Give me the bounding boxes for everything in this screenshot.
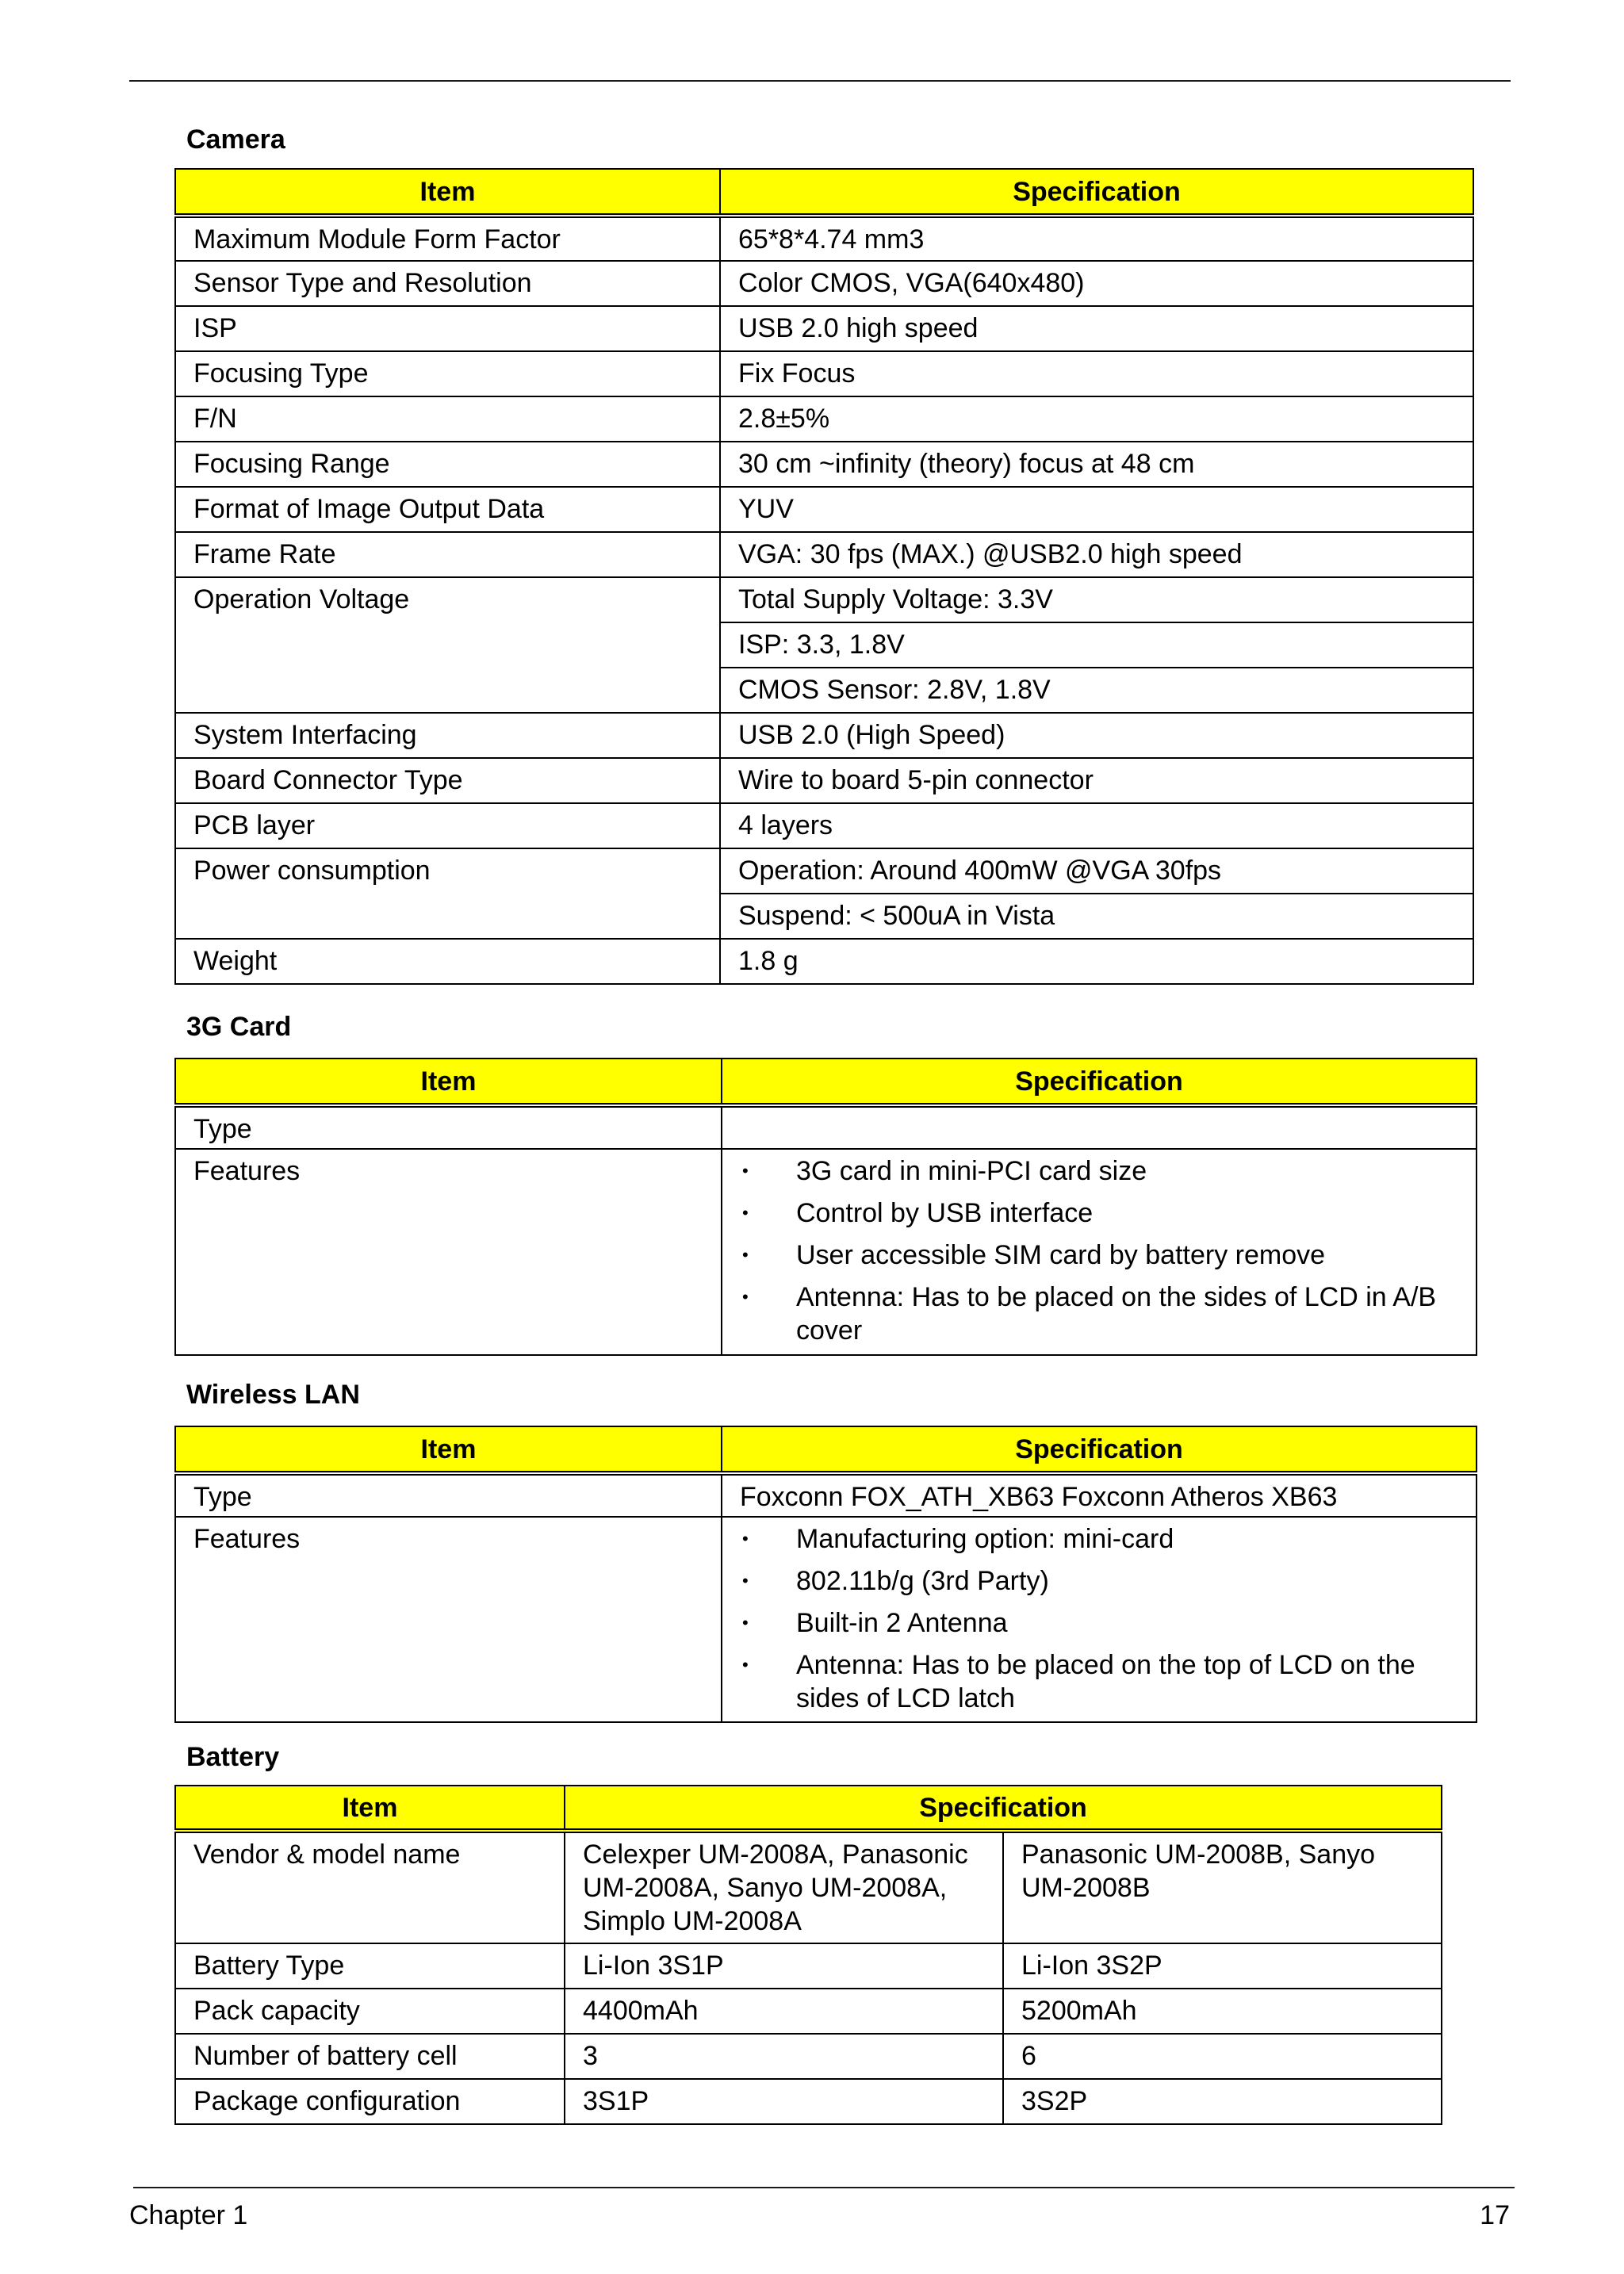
value-cell: 3S2P (1003, 2079, 1442, 2124)
spec-cell: 4 layers (720, 803, 1473, 848)
header-item: Item (175, 1426, 722, 1473)
item-cell: Number of battery cell (175, 2034, 565, 2079)
spec-cell: Fix Focus (720, 351, 1473, 396)
spec-cell: Suspend: < 500uA in Vista (720, 894, 1473, 939)
feature-list (740, 1154, 1458, 1347)
footer-chapter-label: Chapter 1 (129, 2200, 248, 2230)
section-title-wireless-lan: Wireless LAN (186, 1380, 360, 1410)
spec-cell: Operation: Around 400mW @VGA 30fps (720, 848, 1473, 894)
item-cell: Maximum Module Form Factor (175, 216, 720, 261)
item-cell: Frame Rate (175, 532, 720, 577)
value-cell: 6 (1003, 2034, 1442, 2079)
feature-bullet: • User accessible SIM card by battery remove (740, 1238, 1458, 1272)
header-item: Item (175, 1786, 565, 1831)
value-cell: Li-Ion 3S1P (565, 1943, 1003, 1989)
item-cell: System Interfacing (175, 713, 720, 758)
spec-cell: ISP: 3.3, 1.8V (720, 622, 1473, 668)
item-cell: Vendor & model name (175, 1831, 565, 1943)
table-row (175, 1105, 1477, 1149)
top-rule (129, 80, 1511, 82)
table-row (175, 306, 1473, 351)
value-cell: 3 (565, 2034, 1003, 2079)
spec-cell: Foxconn FOX_ATH_XB63 Foxconn Atheros XB63 (722, 1473, 1477, 1517)
spec-cell: 1.8 g (720, 939, 1473, 984)
table-row (175, 1943, 1442, 1989)
value-cell: 3S1P (565, 2079, 1003, 2124)
item-cell: Focusing Range (175, 442, 720, 487)
table-row (175, 1473, 1477, 1517)
wireless-lan-spec-table (174, 1426, 1477, 1723)
bottom-rule (133, 2187, 1515, 2188)
item-cell: Features (175, 1149, 722, 1355)
table-row (175, 1149, 1477, 1355)
table-row (175, 577, 1473, 622)
header-specification: Specification (722, 1059, 1477, 1105)
feature-bullet: • Built-in 2 Antenna (740, 1606, 1458, 1640)
item-cell: Type (175, 1105, 722, 1149)
spec-cell: Color CMOS, VGA(640x480) (720, 261, 1473, 306)
spec-cell: 65*8*4.74 mm3 (720, 216, 1473, 261)
table-row (175, 713, 1473, 758)
header-specification: Specification (722, 1426, 1477, 1473)
header-specification: Specification (565, 1786, 1442, 1831)
spec-cell: 2.8±5% (720, 396, 1473, 442)
spec-cell: CMOS Sensor: 2.8V, 1.8V (720, 668, 1473, 713)
table-row (175, 2079, 1442, 2124)
table-row (175, 939, 1473, 984)
spec-cell: YUV (720, 487, 1473, 532)
spec-cell: Total Supply Voltage: 3.3V (720, 577, 1473, 622)
table-row (175, 261, 1473, 306)
item-cell: ISP (175, 306, 720, 351)
table-row (175, 216, 1473, 261)
feature-bullet: • Manufacturing option: mini-card (740, 1522, 1458, 1556)
feature-bullet: • Antenna: Has to be placed on the top of LCD on the sides of LCD latch (740, 1648, 1458, 1715)
table-row (175, 396, 1473, 442)
section-title-camera: Camera (186, 124, 285, 155)
spec-cell: USB 2.0 high speed (720, 306, 1473, 351)
item-cell: Type (175, 1473, 722, 1517)
item-cell: Pack capacity (175, 1989, 565, 2034)
camera-spec-table (174, 168, 1474, 985)
table-row (175, 487, 1473, 532)
spec-cell: USB 2.0 (High Speed) (720, 713, 1473, 758)
item-cell: Focusing Type (175, 351, 720, 396)
item-cell: Weight (175, 939, 720, 984)
header-item: Item (175, 169, 720, 216)
spec-cell: Wire to board 5-pin connector (720, 758, 1473, 803)
table-header-row (175, 1786, 1442, 1831)
item-cell: F/N (175, 396, 720, 442)
value-cell: Celexper UM-2008A, Panasonic UM-2008A, Sanyo UM-2008A, Simplo UM-2008A (565, 1831, 1003, 1943)
battery-spec-table (174, 1785, 1442, 2125)
feature-bullet: • 802.11b/g (3rd Party) (740, 1564, 1458, 1598)
feature-bullet: • Control by USB interface (740, 1196, 1458, 1230)
item-cell: Operation Voltage (175, 577, 720, 713)
spec-cell (722, 1517, 1477, 1722)
feature-list (740, 1522, 1458, 1715)
footer-page-number: 17 (1480, 2200, 1510, 2230)
table-row (175, 2034, 1442, 2079)
item-cell: Power consumption (175, 848, 720, 939)
table-row (175, 848, 1473, 894)
feature-bullet: • Antenna: Has to be placed on the sides of LCD in A/B cover (740, 1281, 1458, 1347)
table-row (175, 1989, 1442, 2034)
value-cell: 4400mAh (565, 1989, 1003, 2034)
table-row (175, 351, 1473, 396)
value-cell: 5200mAh (1003, 1989, 1442, 2034)
spec-cell (722, 1105, 1477, 1149)
3g-card-spec-table (174, 1058, 1477, 1356)
item-cell: Board Connector Type (175, 758, 720, 803)
item-cell: Package configuration (175, 2079, 565, 2124)
item-cell: PCB layer (175, 803, 720, 848)
item-cell: Sensor Type and Resolution (175, 261, 720, 306)
table-row (175, 1517, 1477, 1722)
table-row (175, 532, 1473, 577)
table-row (175, 442, 1473, 487)
spec-cell: 30 cm ~infinity (theory) focus at 48 cm (720, 442, 1473, 487)
header-item: Item (175, 1059, 722, 1105)
section-title-battery: Battery (186, 1742, 280, 1772)
header-specification: Specification (720, 169, 1473, 216)
table-row (175, 803, 1473, 848)
table-row (175, 1831, 1442, 1943)
spec-cell (722, 1149, 1477, 1355)
spec-cell: VGA: 30 fps (MAX.) @USB2.0 high speed (720, 532, 1473, 577)
section-title-3g-card: 3G Card (186, 1012, 292, 1042)
table-header-row (175, 1059, 1477, 1105)
value-cell: Li-Ion 3S2P (1003, 1943, 1442, 1989)
item-cell: Format of Image Output Data (175, 487, 720, 532)
item-cell: Features (175, 1517, 722, 1722)
table-header-row (175, 169, 1473, 216)
table-header-row (175, 1426, 1477, 1473)
feature-bullet: • 3G card in mini-PCI card size (740, 1154, 1458, 1188)
item-cell: Battery Type (175, 1943, 565, 1989)
value-cell: Panasonic UM-2008B, Sanyo UM-2008B (1003, 1831, 1442, 1943)
table-row (175, 758, 1473, 803)
